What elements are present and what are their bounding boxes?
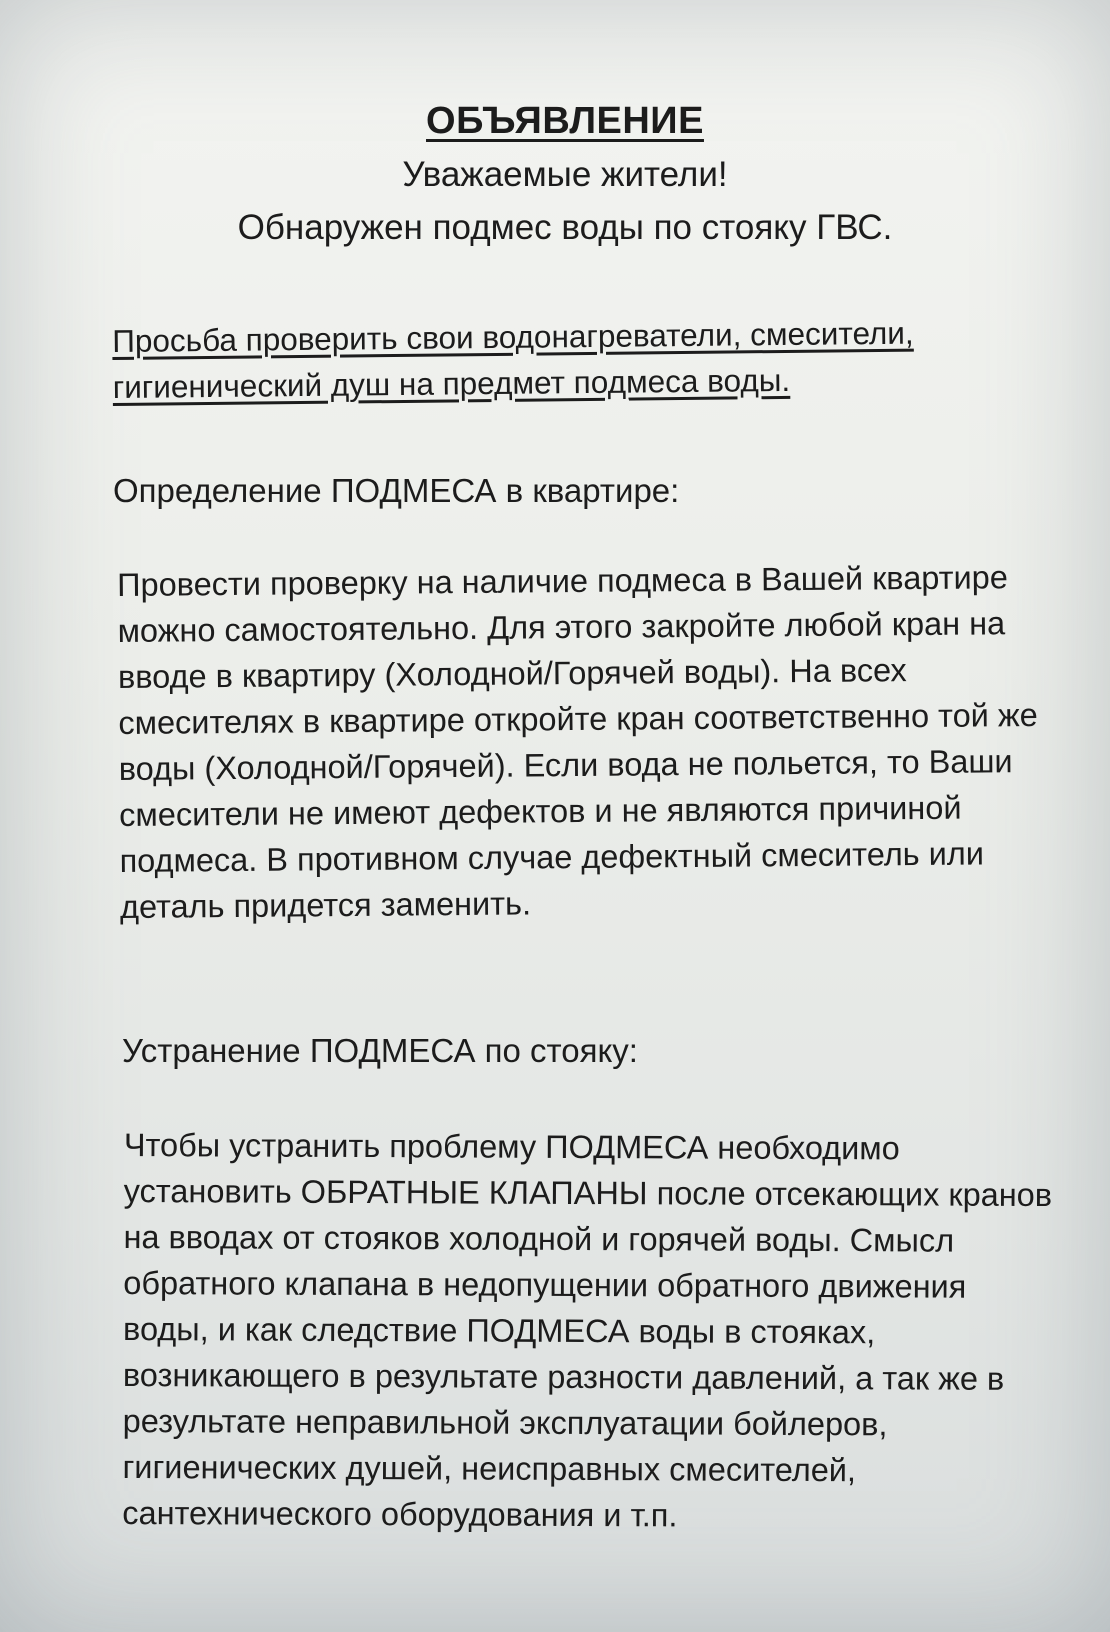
elimination-paragraph: Чтобы устранить проблему ПОДМЕСА необходимо установить ОБРАТНЫЕ КЛАПАНЫ после отсекающих кранов на вводах от стояков холодной и горячей воды. Смысл обратного клапана в недопущении обратного движения воды, и как следствие ПОДМЕСА воды в стояках, возникающего в результате разности давлений, а так же в результате неправильной эксплуатации бойлеров, гигиенических душей, неисправных смесителей, сантехнического оборудования и т.п. [122, 1127, 1053, 1534]
greeting-line: Уважаемые жители! [402, 155, 728, 194]
detected-line: Обнаружен подмес воды по стояку ГВС. [237, 208, 893, 247]
section-heading-detection: Определение ПОДМЕСА в квартире: [113, 472, 680, 509]
section-heading-elimination: Устранение ПОДМЕСА по стояку: [122, 1032, 638, 1069]
request-paragraph: Просьба проверить свои водонагреватели, смесители, гигиенический душ на предмет подмеса воды. [112, 314, 914, 405]
detection-paragraph: Провести проверку на наличие подмеса в Вашей квартире можно самостоятельно. Для этого закройте любой кран на вводе в квартиру (Холодной/Горячей воды). На всех смесителях в квартире откройте кран соответственно той же воды (Холодной/Горячей). Если вода не польется, то Ваши смесители не имеют дефектов и не являются причиной подмеса. В противном случае дефектный смеситель или деталь придется заменить. [117, 559, 1038, 925]
notice-title: ОБЪЯВЛЕНИЕ [426, 100, 704, 142]
